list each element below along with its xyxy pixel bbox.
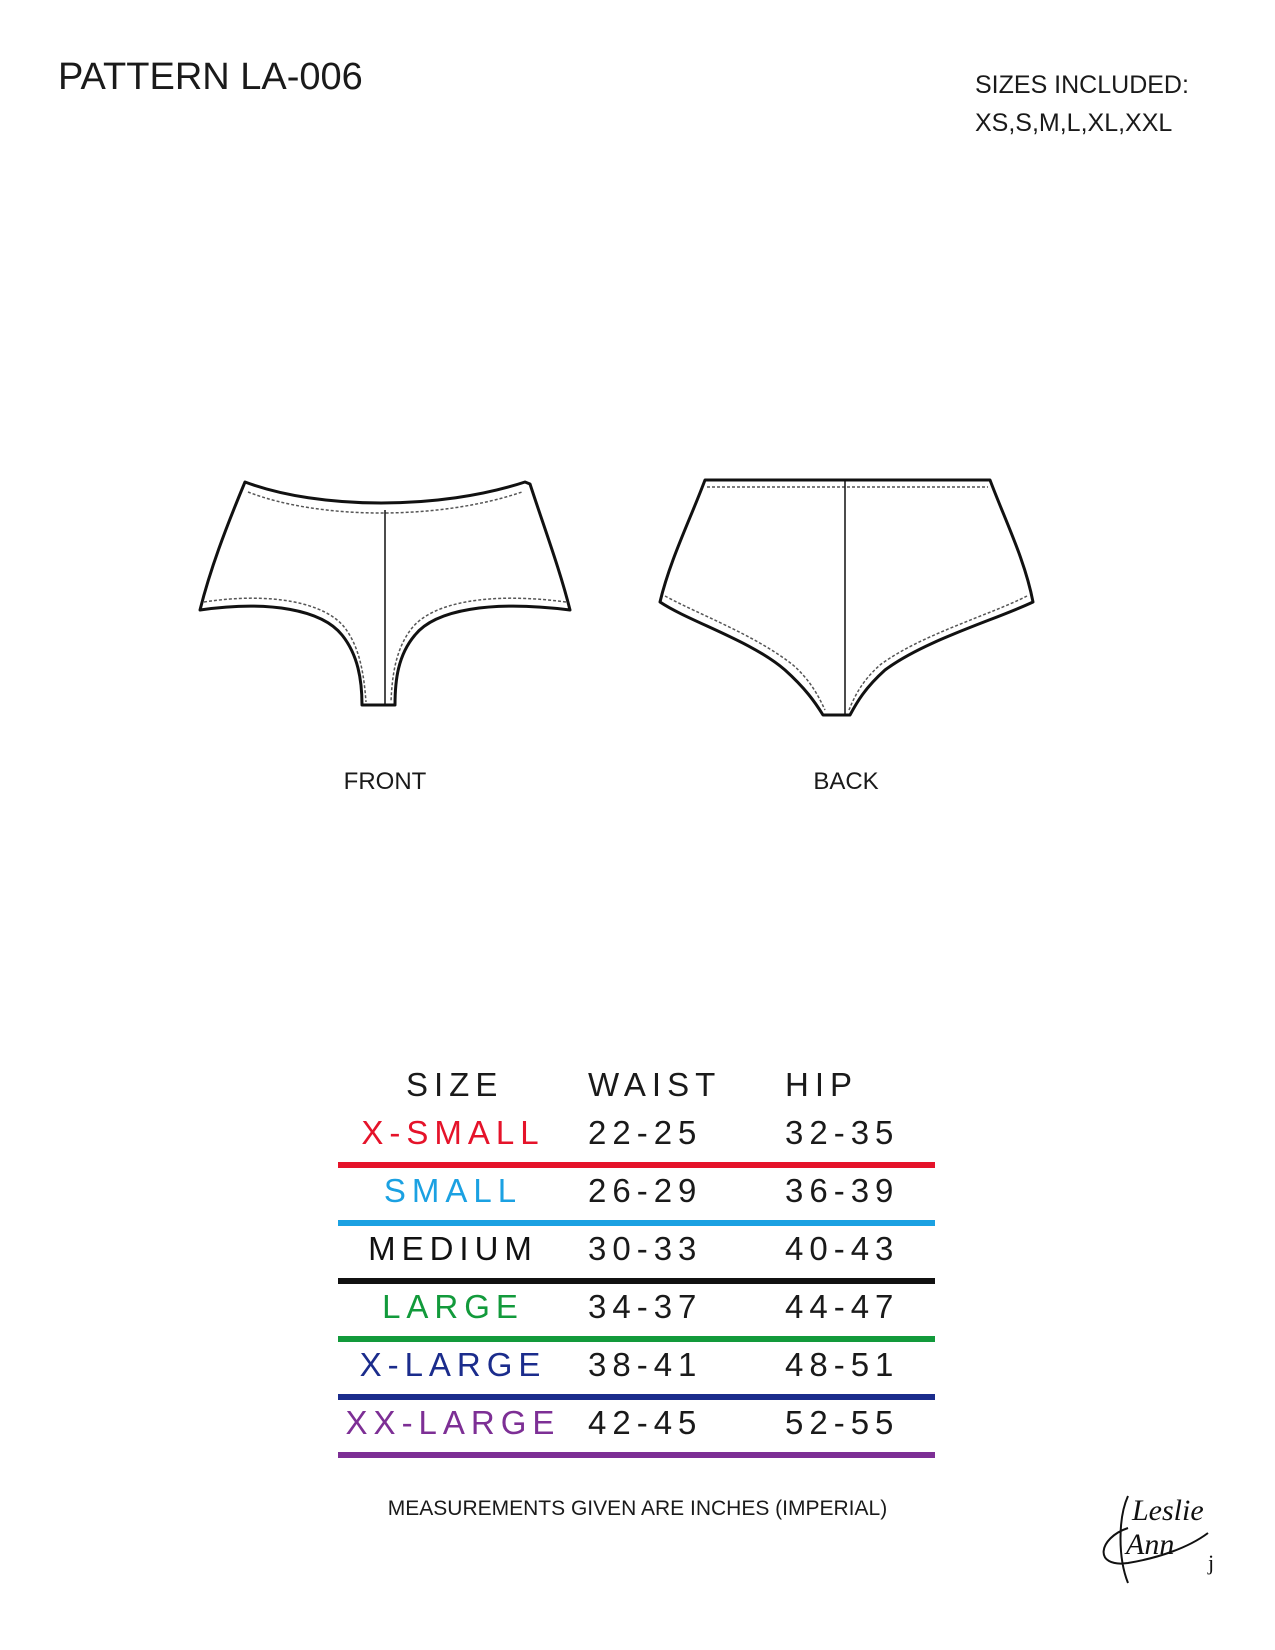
row-divider [338,1336,935,1342]
hip-column-header: HIP [785,1066,859,1103]
waist-value: 26-29 [588,1172,703,1209]
size-column-header: SIZE [406,1066,504,1103]
logo-line-2: Ann [1126,1528,1175,1561]
back-label: BACK [813,768,879,795]
front-label: FRONT [343,768,427,795]
row-divider [338,1394,935,1400]
size-row-xsmall [338,1114,935,1172]
size-row-medium [338,1230,935,1288]
hip-value: 36-39 [785,1172,900,1209]
size-name: XX-LARGE [345,1404,561,1441]
size-name: SMALL [383,1172,523,1209]
size-row-small [338,1172,935,1230]
size-name: LARGE [382,1288,524,1325]
waist-value: 42-45 [588,1404,703,1441]
front-garment-drawing [190,470,580,720]
hip-value: 52-55 [785,1404,900,1441]
waist-value: 22-25 [588,1114,703,1151]
back-garment-drawing [655,470,1040,730]
logo-mark: j [1208,1550,1215,1575]
row-divider [338,1278,935,1284]
measurement-note: MEASUREMENTS GIVEN ARE INCHES (IMPERIAL) [387,1497,888,1520]
waist-value: 34-37 [588,1288,703,1325]
waist-value: 38-41 [588,1346,703,1383]
hip-value: 44-47 [785,1288,900,1325]
brand-logo [1088,1488,1238,1598]
row-divider [338,1452,935,1458]
waist-value: 30-33 [588,1230,703,1267]
size-name: X-SMALL [361,1114,545,1151]
logo-line-1: Leslie [1132,1494,1204,1527]
hip-value: 48-51 [785,1346,900,1383]
sizes-heading: SIZES INCLUDED: [975,71,1189,99]
hip-value: 40-43 [785,1230,900,1267]
sizes-list: XS,S,M,L,XL,XXL [975,109,1173,137]
hip-value: 32-35 [785,1114,900,1151]
row-divider [338,1220,935,1226]
page-title: PATTERN LA-006 [58,56,363,98]
waist-column-header: WAIST [588,1066,722,1103]
size-row-xlarge [338,1346,935,1404]
size-row-xxlarge [338,1404,935,1462]
size-name: X-LARGE [359,1346,547,1383]
row-divider [338,1162,935,1168]
size-name: MEDIUM [368,1230,538,1267]
size-row-large [338,1288,935,1346]
sizes-included [975,66,1189,142]
